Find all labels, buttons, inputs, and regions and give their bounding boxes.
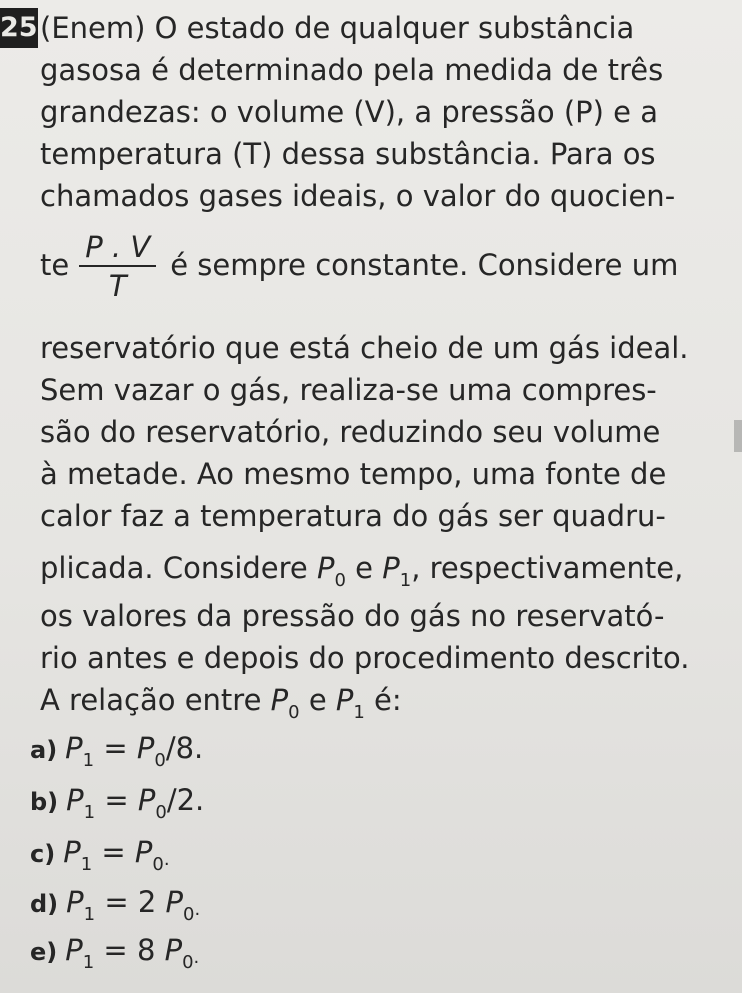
p1-symbol — [382, 551, 412, 591]
text-line: reservatório que está cheio de um gás ideal. — [40, 331, 689, 365]
fraction-numerator: P . V — [79, 229, 156, 267]
option-lhs — [65, 731, 95, 771]
lhs-subscript: 1 — [82, 750, 95, 771]
question-number — [0, 8, 48, 48]
option-rhs — [134, 835, 170, 875]
option-lhs — [66, 783, 96, 823]
relation-a: A relação entre — [40, 683, 262, 717]
option-lhs — [66, 885, 96, 925]
p1-subscript: 1 — [399, 570, 412, 591]
text-line: são do reservatório, reduzindo seu volume — [40, 415, 661, 449]
lhs-subscript: 1 — [83, 904, 96, 925]
fraction-line — [40, 228, 690, 305]
text-line: temperatura (T) dessa substância. Para os — [40, 137, 656, 171]
text-line: chamados gases ideais, o valor do quocien- — [40, 179, 676, 213]
option-tail: /8. — [165, 731, 204, 765]
quotient-fraction — [79, 229, 156, 305]
option-rhs — [165, 885, 201, 925]
rhs-letter: P — [165, 885, 184, 919]
option-c[interactable] — [30, 832, 170, 885]
consider-b: , respectivamente, — [411, 551, 684, 585]
rhs-subscript: 0 — [154, 750, 166, 771]
rhs-letter: P — [164, 933, 183, 967]
text-line: à metade. Ao mesmo tempo, uma fonte de — [40, 457, 667, 491]
option-rhs — [136, 731, 166, 771]
rhs-letter: P — [134, 835, 153, 869]
option-label: b) — [30, 788, 59, 816]
lhs-letter: P — [65, 933, 83, 967]
option-e[interactable] — [30, 930, 199, 983]
option-a[interactable] — [30, 728, 203, 781]
option-tail: /2. — [166, 783, 205, 817]
fraction-after: é sempre constante. Considere um — [170, 248, 679, 282]
option-lhs — [63, 835, 93, 875]
text-line: (Enem) O estado de qualquer substância — [40, 11, 635, 45]
fraction-before: te — [40, 248, 70, 282]
option-eq: = — [92, 835, 135, 869]
lhs-letter: P — [66, 783, 84, 817]
option-eq: = 2 — [95, 885, 166, 919]
p0-subscript: 0 — [334, 570, 346, 591]
text-line: Sem vazar o gás, realiza-se uma compres- — [40, 373, 657, 407]
consider-a: plicada. Considere — [40, 551, 308, 585]
p1-subscript: 1 — [353, 702, 365, 723]
option-lhs — [65, 933, 95, 973]
text-line: os valores da pressão do gás no reservató- — [40, 599, 665, 633]
option-eq: = — [94, 731, 137, 765]
text-line: grandezas: o volume (V), a pressão (P) e a — [40, 95, 658, 129]
relation-e: e — [308, 683, 327, 717]
consider-line — [40, 548, 690, 601]
option-label: d) — [30, 890, 59, 918]
rhs-letter: P — [137, 783, 156, 817]
lhs-letter: P — [66, 885, 84, 919]
option-b[interactable] — [30, 780, 204, 833]
relation-line — [40, 680, 690, 733]
question-number-text: 25. — [0, 12, 48, 43]
lhs-letter: P — [63, 835, 81, 869]
fraction-denominator: T — [108, 269, 127, 303]
p1-letter: P — [382, 551, 400, 585]
option-d[interactable] — [30, 882, 200, 935]
option-eq: = — [95, 783, 138, 817]
text-line: rio antes e depois do procedimento descrito. — [40, 641, 690, 675]
p0-symbol — [270, 683, 300, 723]
consider-e: e — [355, 551, 374, 585]
lhs-subscript: 1 — [80, 854, 93, 875]
lhs-letter: P — [65, 731, 83, 765]
option-rhs — [137, 783, 167, 823]
option-rhs — [164, 933, 200, 973]
text-line: calor faz a temperatura do gás ser quadru- — [40, 499, 666, 533]
lhs-subscript: 1 — [83, 802, 96, 823]
lhs-subscript: 1 — [82, 952, 95, 973]
p0-letter: P — [317, 551, 335, 585]
option-eq: = 8 — [94, 933, 165, 967]
text-line: gasosa é determinado pela medida de três — [40, 53, 664, 87]
page-edge-mark — [734, 420, 742, 452]
rhs-subscript: 0· — [152, 854, 170, 875]
p0-symbol — [317, 551, 346, 591]
rhs-subscript: 0· — [183, 904, 201, 925]
rhs-subscript: 0· — [182, 952, 200, 973]
p0-letter: P — [270, 683, 289, 717]
rhs-letter: P — [136, 731, 155, 765]
p0-subscript: 0 — [288, 702, 300, 723]
p1-symbol — [335, 683, 365, 723]
option-label: a) — [30, 736, 58, 764]
relation-b: é: — [374, 683, 402, 717]
p1-letter: P — [335, 683, 354, 717]
rhs-subscript: 0 — [155, 802, 167, 823]
option-label: e) — [30, 938, 58, 966]
option-label: c) — [30, 840, 56, 868]
